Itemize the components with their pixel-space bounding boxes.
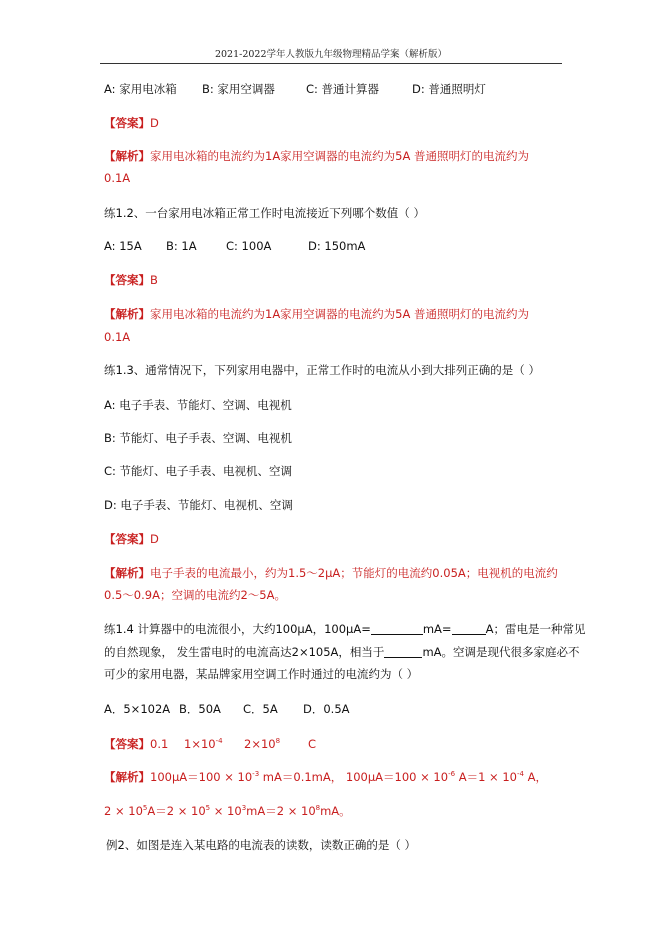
q14-analysis-line1 xyxy=(104,770,547,784)
q13-answer-tag: 【答案】 xyxy=(104,532,150,546)
q14-an-1c: A＝1 × 10 xyxy=(455,770,517,784)
q12-answer-tag: 【答案】 xyxy=(104,273,150,287)
q12-analysis-text1: 家用电冰箱的电流约为1A家用空调器的电流约为5A 普通照明灯的电流约为 xyxy=(150,307,530,321)
q14-stem-1a: 练1.4 计算器中的电流很小，大约100μA，100μA= xyxy=(104,622,371,636)
q14-option-d: D．0.5A xyxy=(303,702,350,716)
q14-answer-3-exp: 8 xyxy=(275,737,281,745)
q1-analysis-line1 xyxy=(104,149,529,163)
q1-options xyxy=(104,82,486,96)
ex2-stem: 例2、如图是连入某电路的电流表的读数，读数正确的是（ ） xyxy=(106,838,416,852)
q12-option-a: A: 15A xyxy=(104,239,142,253)
q14-an-2e3: 3 xyxy=(241,804,247,812)
q14-answer-2-base: 1×10 xyxy=(184,737,216,751)
q12-options xyxy=(104,239,365,253)
q14-an-2c: × 10 xyxy=(210,804,242,818)
q14-analysis-tag: 【解析】 xyxy=(104,770,150,784)
q14-option-b: B．50A xyxy=(179,702,221,716)
q14-option-a: A．5×102A xyxy=(104,702,171,716)
q14-stem-1b: mA= xyxy=(422,622,452,636)
q14-answer-3 xyxy=(244,737,308,751)
q13-analysis-text1: 电子手表的电流最小，约为1.5～2μA；节能灯的电流约0.05A；电视机的电流约 xyxy=(150,566,558,580)
q14-an-2b: A＝2 × 10 xyxy=(147,804,206,818)
q13-analysis-tag: 【解析】 xyxy=(104,566,150,580)
q1-analysis-text1: 家用电冰箱的电流约为1A家用空调器的电流约为5A 普通照明灯的电流约为 xyxy=(150,149,530,163)
q14-answer-2 xyxy=(184,737,244,751)
q14-options xyxy=(104,702,350,716)
q14-answer-4: C xyxy=(308,737,317,751)
q14-option-c: C．5A xyxy=(243,702,278,716)
q14-answer xyxy=(104,737,316,751)
q14-stem-line3: 可少的家用电器，某品牌家用空调工作时通过的电流约为（ ） xyxy=(104,667,419,681)
q1-answer-value: D xyxy=(150,116,159,130)
q1-option-a: A: 家用电冰箱 xyxy=(104,82,177,96)
q12-analysis-line2: 0.1A xyxy=(104,330,131,344)
q13-stem: 练1.3、通常情况下，下列家用电器中，正常工作时的电流从小到大排列正确的是（ ） xyxy=(104,363,540,377)
q13-answer-value: D xyxy=(150,532,159,546)
q14-stem-2a: 的自然现象， 发生雷电时的电流高达2×105A，相当于 xyxy=(104,645,385,659)
q14-an-2a: 2 × 10 xyxy=(104,804,143,818)
q1-option-d: D: 普通照明灯 xyxy=(412,82,486,96)
q12-stem: 练1.2、一台家用电冰箱正常工作时电流接近下列哪个数值（ ） xyxy=(104,206,425,220)
q14-an-2e2: 5 xyxy=(205,804,211,812)
q14-answer-tag: 【答案】 xyxy=(104,737,150,751)
q14-stem-line2 xyxy=(104,645,580,659)
q13-analysis-line2: 0.5～0.9A；空调的电流约2～5A。 xyxy=(104,588,286,602)
q14-an-1e2: -6 xyxy=(448,770,456,778)
q1-option-b: B: 家用空调器 xyxy=(202,82,275,96)
q12-analysis-line1 xyxy=(104,307,529,321)
q14-an-1b: mA＝0.1mA， 100μA＝100 × 10 xyxy=(259,770,449,784)
q14-answer-1: 0.1 xyxy=(150,737,169,751)
q13-option-a: A: 电子手表、节能灯、空调、电视机 xyxy=(104,398,292,412)
q12-option-c: C: 100A xyxy=(226,239,272,253)
q12-option-d: D: 150mA xyxy=(308,239,366,253)
q14-stem-line1 xyxy=(104,622,585,636)
q14-blank-3 xyxy=(384,646,422,658)
q14-an-1e: -3 xyxy=(252,770,260,778)
q13-answer xyxy=(104,532,159,546)
q14-answer-3-base: 2×10 xyxy=(244,737,276,751)
q14-an-1d: A， xyxy=(523,770,547,784)
q1-answer xyxy=(104,116,159,130)
q13-option-b: B: 节能灯、电子手表、空调、电视机 xyxy=(104,431,292,445)
q12-option-b: B: 1A xyxy=(166,239,197,253)
q14-answer-2-exp: -4 xyxy=(215,737,223,745)
q12-answer xyxy=(104,273,158,287)
q14-analysis-line2 xyxy=(104,804,351,818)
q1-option-c: C: 普通计算器 xyxy=(306,82,380,96)
q1-analysis-tag: 【解析】 xyxy=(104,149,150,163)
q14-an-2e4: 8 xyxy=(315,804,321,812)
q14-an-2e: 5 xyxy=(142,804,148,812)
q14-stem-2b: mA。空调是现代很多家庭必不 xyxy=(422,645,580,659)
q14-an-2f: mA。 xyxy=(320,804,351,818)
header-divider xyxy=(100,63,562,64)
q14-an-2d: mA＝2 × 10 xyxy=(246,804,316,818)
q13-option-d: D: 电子手表、节能灯、电视机、空调 xyxy=(104,498,293,512)
q13-analysis-line1 xyxy=(104,566,558,580)
page-header: 2021-2022学年人教版九年级物理精品学案（解析版） xyxy=(214,49,448,60)
q1-answer-tag: 【答案】 xyxy=(104,116,150,130)
q14-an-1a: 100μA＝100 × 10 xyxy=(150,770,253,784)
q13-option-c: C: 节能灯、电子手表、电视机、空调 xyxy=(104,464,293,478)
q14-stem-1c: A；雷电是一种常见 xyxy=(485,622,586,636)
q14-blank-2 xyxy=(452,623,486,635)
q12-answer-value: B xyxy=(150,273,158,287)
q14-an-1e3: -4 xyxy=(516,770,524,778)
q14-blank-1 xyxy=(371,623,423,635)
q1-analysis-line2: 0.1A xyxy=(104,171,131,185)
q12-analysis-tag: 【解析】 xyxy=(104,307,150,321)
